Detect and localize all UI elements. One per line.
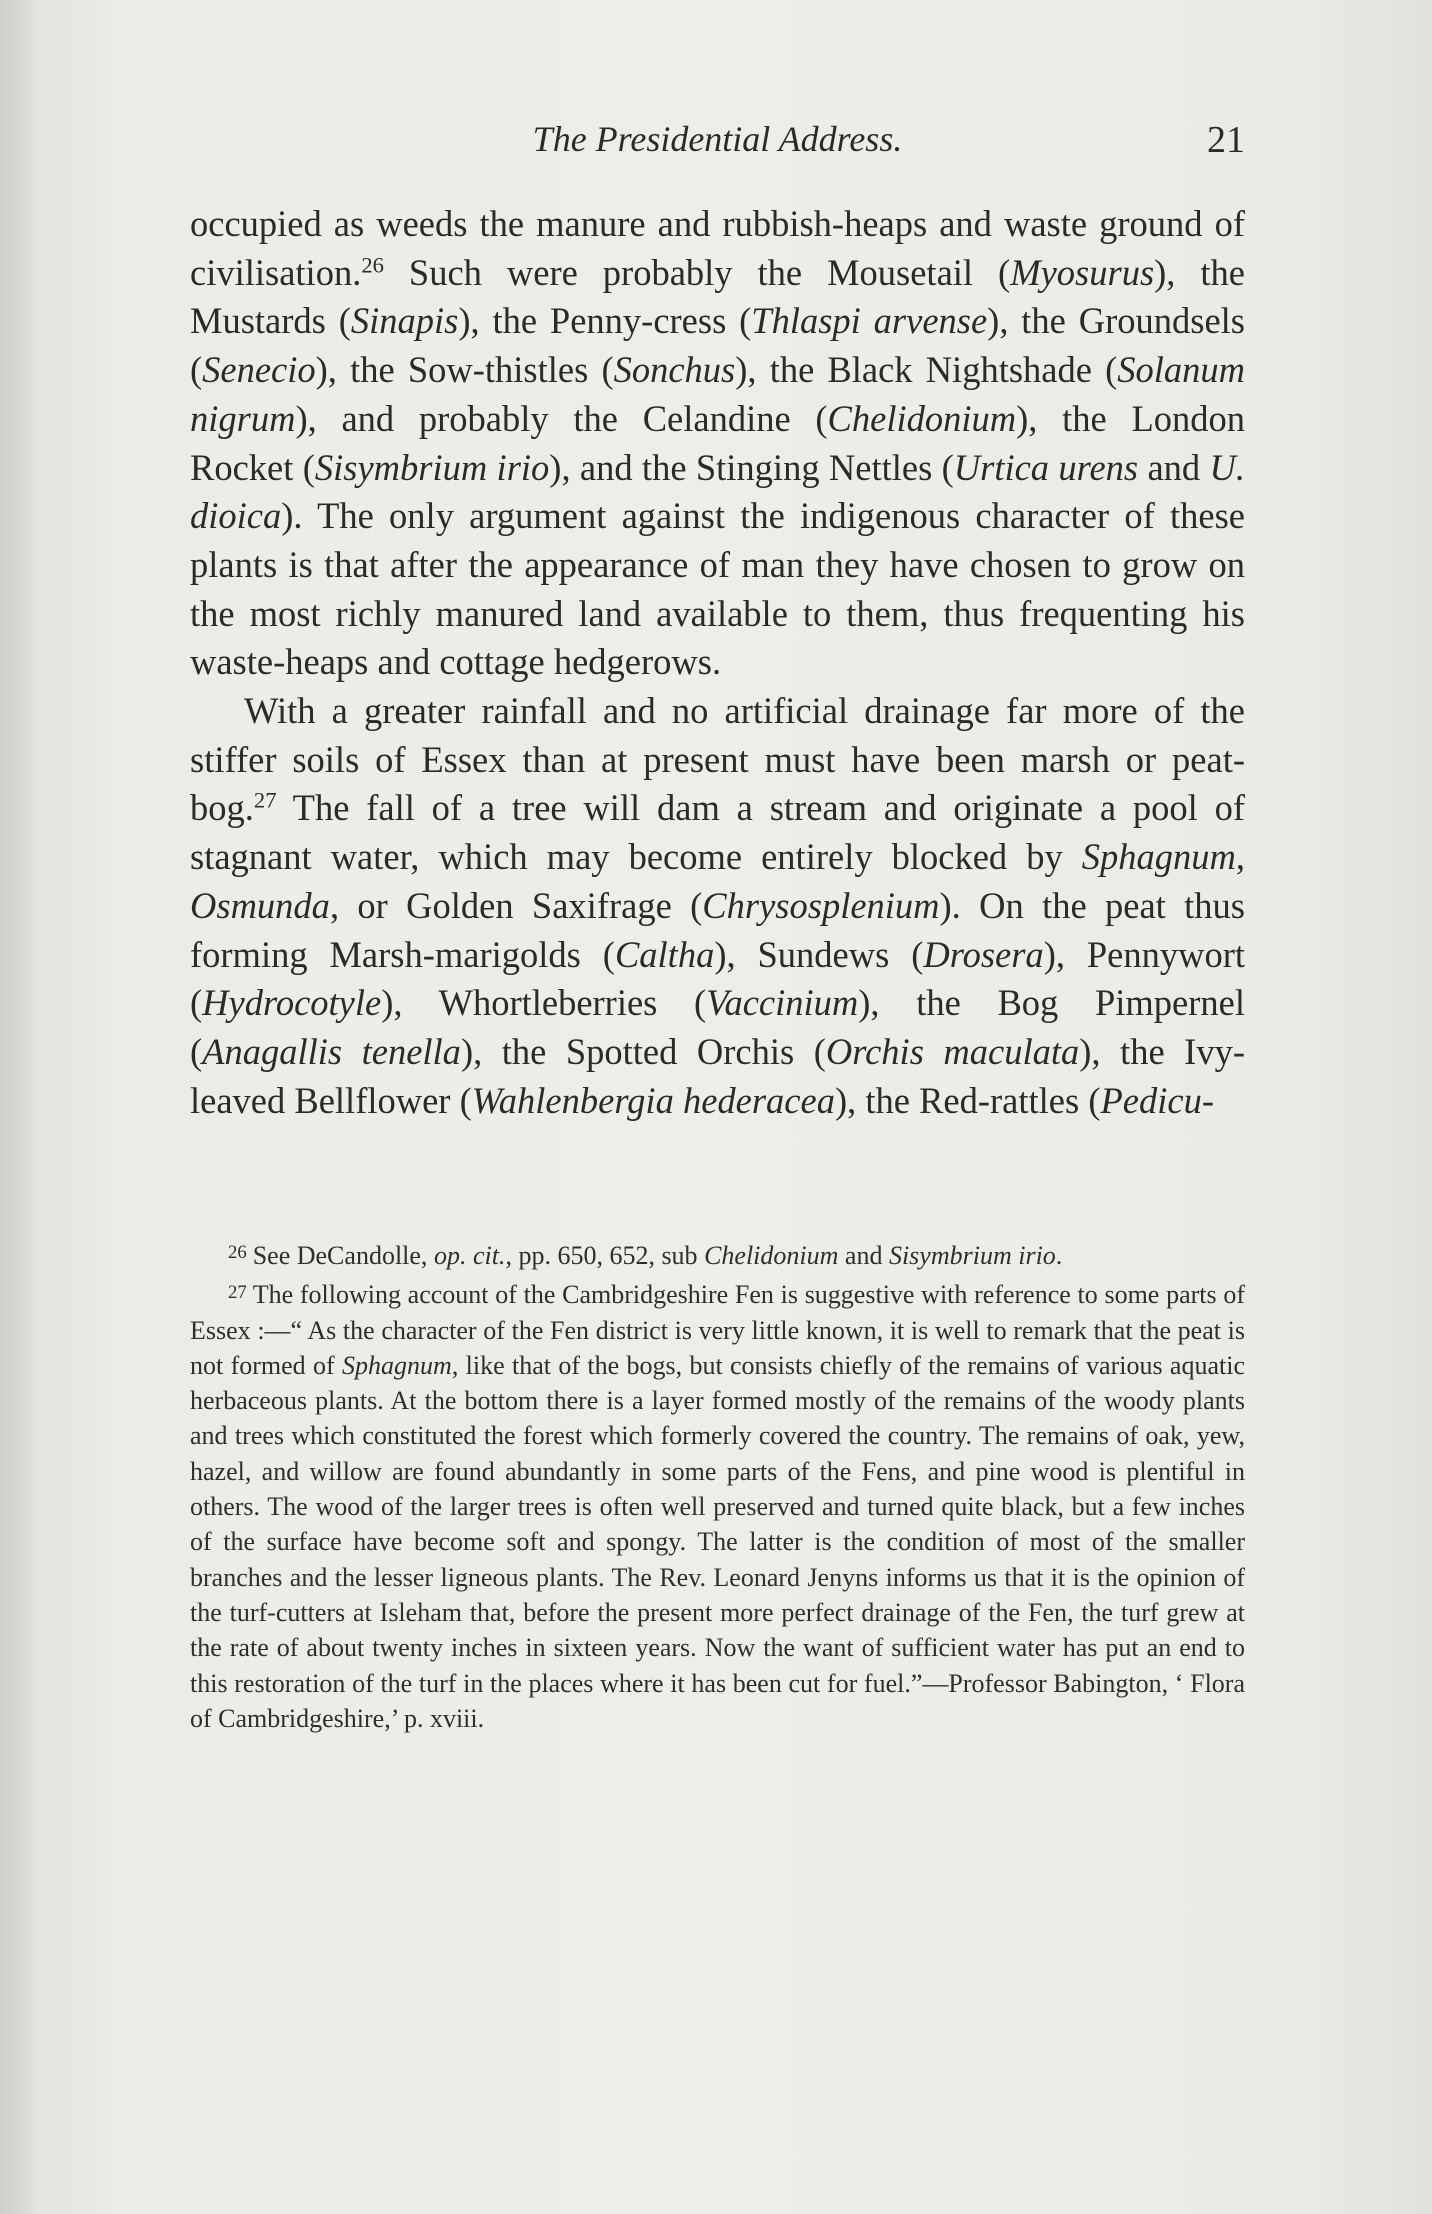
taxon-name: Anagallis tenella xyxy=(202,1030,461,1072)
text: The fall of a tree will dam a stream and originate a pool of stagnant water, which may become entirely blocked by xyxy=(190,787,1245,878)
text: ), and the Stinging Nettles ( xyxy=(549,446,954,488)
footnote-number: 26 xyxy=(228,1242,247,1264)
taxon-name: Caltha xyxy=(614,933,715,975)
footnote-number: 27 xyxy=(228,1281,247,1303)
body-text xyxy=(190,200,1245,1125)
text: ). On the peat thus forming Marsh-marigolds ( xyxy=(190,884,1245,975)
taxon-name: Wahlenbergia hederacea xyxy=(471,1079,835,1121)
taxon-name: Chelidonium xyxy=(704,1241,839,1270)
text: ), the Black Nightshade ( xyxy=(735,349,1118,391)
taxon-name: Thlaspi arvense xyxy=(751,300,988,342)
text: The following account of the Cambridgeshire Fen is suggestive with reference to some parts of Essex :—“ As the character of the Fen district is very little known, it is well to remark that the peat is not formed of xyxy=(190,1280,1245,1380)
text: ), the London Rocket ( xyxy=(190,397,1245,488)
taxon-name: Vaccinium xyxy=(706,982,859,1024)
text: , like that of the bogs, but consists chiefly of the remains of various aquatic herbaceous plants. At the bottom there is a layer formed mostly of the remains of the woody plants and trees which constituted the forest which formerly covered the country. The remains of oak, yew, hazel, and willow are found abundantly in some parts of the Fens, and pine wood is plentiful in others. The wood of the larger trees is often well preserved and turned quite black, but a few inches of the surface have become soft and spongy. The latter is the condition of most of the smaller branches and the lesser ligneous plants. The Rev. Leonard Jenyns informs us that it is the opinion of the turf-cutters at Isleham that, before the present more perfect drainage of the Fen, the turf grew at the rate of about twenty inches in sixteen years. Now the want of sufficient water has put an end to this restoration of the turf in the places where it has been cut for fuel.”—Professor Babington, ‘ Flora of Cambridgeshire,’ p. xviii. xyxy=(190,1350,1245,1733)
text: See DeCandolle, xyxy=(252,1241,434,1270)
text: ). The only argument against the indigenous character of these plants is that after the appearance of man they have chosen to grow on the most richly manured land available to them, thus frequenting his waste-heaps and cottage hedgerows. xyxy=(190,495,1245,683)
page-number: 21 xyxy=(1207,119,1245,161)
taxon-name: Solanum nigrum xyxy=(190,349,1245,439)
text: ), Pennywort ( xyxy=(190,933,1246,1024)
taxon-name: Sinapis xyxy=(350,300,459,342)
page-header xyxy=(190,118,1245,168)
taxon-name: Sonchus xyxy=(613,349,736,391)
taxon-name: Myosurus xyxy=(1010,251,1155,293)
footnote-ref-27: 27 xyxy=(253,788,277,813)
taxon-name: Urtica urens xyxy=(953,446,1139,488)
taxon-name: Chelidonium xyxy=(827,397,1017,439)
text: ), Sundews ( xyxy=(714,933,924,975)
taxon-name: Sphagnum xyxy=(342,1350,452,1380)
taxon-name: Pedicu- xyxy=(1100,1079,1214,1121)
paragraph-1 xyxy=(190,200,1245,687)
text: ), the Ivy-leaved Bellflower ( xyxy=(190,1030,1245,1121)
taxon-name: Sisymbrium irio xyxy=(314,446,550,488)
text: ), the Groundsels ( xyxy=(190,300,1245,391)
citation-abbrev: op. cit. xyxy=(433,1241,506,1270)
footnote-ref-26: 26 xyxy=(361,252,384,278)
taxon-name: U. dioica xyxy=(190,446,1245,537)
taxon-name: Senecio xyxy=(202,349,316,391)
footnote-26 xyxy=(190,1238,1245,1273)
text: ), the Mustards ( xyxy=(190,251,1246,342)
text: ), the Spotted Orchis ( xyxy=(460,1030,826,1072)
text: . xyxy=(1055,1241,1063,1270)
text: and xyxy=(1138,446,1210,488)
running-title: The Presidential Address. xyxy=(532,119,903,159)
taxon-name: Sphagnum xyxy=(1081,836,1236,878)
text: ), the Sow-thistles ( xyxy=(315,349,614,391)
text: ), and probably the Celandine ( xyxy=(295,397,828,439)
text: With a greater rainfall and no artificial drainage far more of the stiffer soils of Essex than at present must have been marsh or peat-bog. xyxy=(190,690,1245,829)
text: ), the Red-rattles ( xyxy=(834,1079,1101,1121)
text: , pp. 650, 652, sub xyxy=(505,1241,705,1270)
text: and xyxy=(838,1241,889,1270)
text: ), the Bog Pimpernel ( xyxy=(190,982,1245,1072)
paragraph-2 xyxy=(190,687,1245,1125)
taxon-name: Chrysosplenium xyxy=(702,884,940,926)
taxon-name: Sisymbrium irio xyxy=(888,1241,1056,1270)
taxon-name: Drosera xyxy=(923,933,1044,975)
text: ), Whortleberries ( xyxy=(381,982,707,1024)
footnote-27 xyxy=(190,1277,1245,1736)
text: Such were probably the Mousetail ( xyxy=(383,251,1011,293)
taxon-name: Osmunda xyxy=(190,884,330,926)
text: occupied as weeds the manure and rubbish-heaps and waste ground of civilisation. xyxy=(190,203,1245,293)
taxon-name: Orchis maculata xyxy=(825,1030,1080,1072)
text: , or Golden Saxifrage ( xyxy=(329,884,703,926)
footnotes xyxy=(190,1238,1245,1736)
text: ), the Penny-cress ( xyxy=(458,300,752,342)
taxon-name: Hydrocotyle xyxy=(202,982,382,1024)
text: , xyxy=(1235,836,1245,878)
